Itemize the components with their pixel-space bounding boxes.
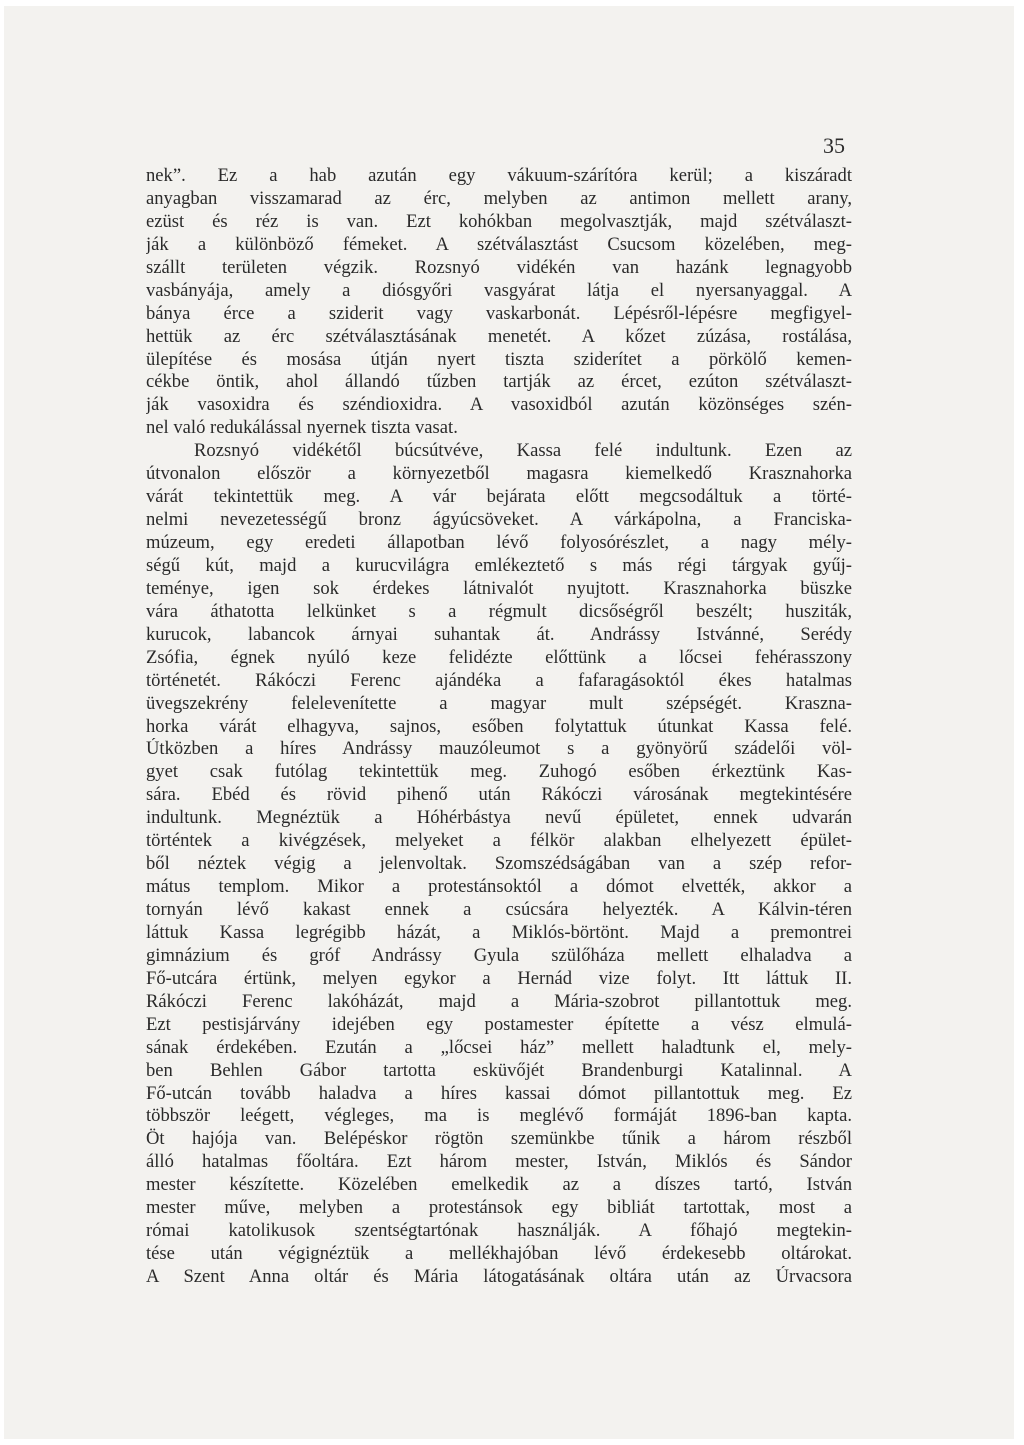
text-line: ezüst és réz is van. Ezt kohókban megolvasztják, majd szétválaszt-: [146, 210, 852, 232]
text-line: üvegszekrény felelevenítette a magyar mult szépségét. Krasznа-: [146, 692, 852, 714]
text-line: vasbányája, amely a diósgyőri vasgyárat látja el nyersanyaggal. A: [146, 279, 852, 301]
text-line: ják vasoxidra és széndioxidra. A vasoxidból azután közönséges szén-: [146, 394, 852, 416]
text-line: vára áthatotta lelkünket s a régmult dicsőségről beszélt; husziták,: [146, 600, 852, 622]
text-line: bánya érce a sziderit vagy vaskarbonát. Lépésről-lépésre megfigyel-: [146, 302, 852, 324]
text-line: ből néztek végig a jelenvoltak. Szomszédságában van a szép refor-: [146, 853, 852, 875]
text-line: álló hatalmas főoltára. Ezt három mester, István, Miklós és Sándor: [146, 1151, 852, 1173]
text-line: gimnázium és gróf Andrássy Gyula szülőháza mellett elhaladva a: [146, 944, 852, 966]
text-line: Fő-utcára értünk, melyen egykor a Hernád vize folyt. Itt láttuk II.: [146, 967, 852, 989]
text-line: Zsófia, égnek nyúló keze felidézte előttünk a lőcsei fehérasszony: [146, 646, 852, 668]
text-line: Fő-utcán tovább haladva a híres kassai dómot pillantottuk meg. Ez: [146, 1082, 852, 1104]
text-line: római katolikusok szentségtartónak használják. A főhajó megtekin-: [146, 1220, 852, 1242]
text-line: tése után végignéztük a mellékhajóban lévő érdekesebb oltárokat.: [146, 1243, 852, 1265]
text-line: A Szent Anna oltár és Mária látogatásának oltára után az Úrvacsora: [146, 1266, 852, 1287]
text-line: anyagban visszamarad az érc, melyben az antimon mellett arany,: [146, 187, 852, 209]
text-line: gyet csak futólag tekintettük meg. Zuhogó esőben érkeztünk Kas-: [146, 761, 852, 783]
text-line: Öt hajója van. Belépéskor rögtön szemünkbe tűnik a három részből: [146, 1128, 852, 1150]
page-number: 35: [823, 133, 845, 158]
text-line: mátus templom. Mikor a protestánsoktól a dómot elvették, akkor a: [146, 876, 852, 898]
text-line: mester készítette. Közelében emelkedik az a díszes tartó, István: [146, 1174, 852, 1196]
text-line: láttuk Kassa legrégibb házát, a Miklós-börtönt. Majd a premontrei: [146, 921, 852, 943]
text-line: sára. Ebéd és rövid pihenő után Rákóczi városának megtekintésére: [146, 784, 852, 806]
text-line: kurucok, labancok árnyai suhantak át. Andrássy Istvánné, Serédy: [146, 623, 852, 645]
text-line: sának érdekében. Ezután a „lőcsei ház” mellett haladtunk el, mely-: [146, 1036, 852, 1058]
text-line: Rozsnyó vidékétől búcsútvéve, Kassa felé indultunk. Ezen az: [194, 440, 852, 462]
text-line: ben Behlen Gábor tartotta esküvőjét Brandenburgi Katalinnal. A: [146, 1059, 852, 1081]
text-line: nel való redukálással nyernek tiszta vasat.: [146, 417, 458, 439]
body-text: [146, 165, 852, 1289]
text-line: cékbe öntik, ahol állandó tűzben tartják az ércet, ezúton szétválaszt-: [146, 371, 852, 393]
text-line: nek”. Ez a hab azután egy vákuum-szárítóra kerül; a kiszáradt: [146, 165, 852, 186]
text-line: szállt területen végzik. Rozsnyó vidékén van hazánk legnagyobb: [146, 256, 852, 278]
text-line: történetét. Rákóczi Ferenc ajándéka a fafaragásoktól ékes hatalmas: [146, 669, 852, 691]
text-line: útvonalon először a környezetből magasra kiemelkedő Krasznahorka: [146, 463, 852, 485]
text-line: nelmi nevezetességű bronz ágyúcsöveket. A várkápolna, a Franciska-: [146, 509, 852, 531]
text-line: ségű kút, majd a kurucvilágra emlékeztető s más régi tárgyak gyűj-: [146, 554, 852, 576]
text-line: teménye, igen sok érdekes látnivalót nyujtott. Krasznahorka büszke: [146, 577, 852, 599]
text-line: várát tekintettük meg. A vár bejárata előtt megcsodáltuk a törté-: [146, 486, 852, 508]
text-line: mester műve, melyben a protestánsok egy bibliát tartottak, most a: [146, 1197, 852, 1219]
text-line: múzeum, egy eredeti állapotban lévő folyosórészlet, a nagy mély-: [146, 532, 852, 553]
text-line: horka várát elhagyva, sajnos, esőben folytattuk útunkat Kassa felé.: [146, 715, 852, 737]
text-line: Ezt pestisjárvány idejében egy postamester építette a vész elmulá-: [146, 1013, 852, 1035]
text-line: ülepítése és mosása útján nyert tiszta sziderítet a pörkölő kemen-: [146, 348, 852, 370]
text-line: többször leégett, végleges, ma is meglévő formáját 1896-ban kapta.: [146, 1105, 852, 1127]
text-line: történtek a kivégzések, melyeket a félkör alakban elhelyezett épület-: [146, 830, 852, 852]
text-line: tornyán lévő kakast ennek a csúcsára helyezték. A Kálvin-téren: [146, 899, 852, 920]
text-line: hettük az érc szétválasztásának menetét. A kőzet zúzása, rostálása,: [146, 325, 852, 347]
text-line: ják a különböző fémeket. A szétválasztást Csucsom közelében, meg-: [146, 233, 852, 255]
text-line: Útközben a híres Andrássy mauzóleumot s a gyönyörű szádelői völ-: [146, 738, 852, 760]
text-line: indultunk. Megnéztük a Hóhérbástya nevű épületet, ennek udvarán: [146, 807, 852, 829]
text-line: Rákóczi Ferenc lakóházát, majd a Mária-szobrot pillantottuk meg.: [146, 990, 852, 1012]
